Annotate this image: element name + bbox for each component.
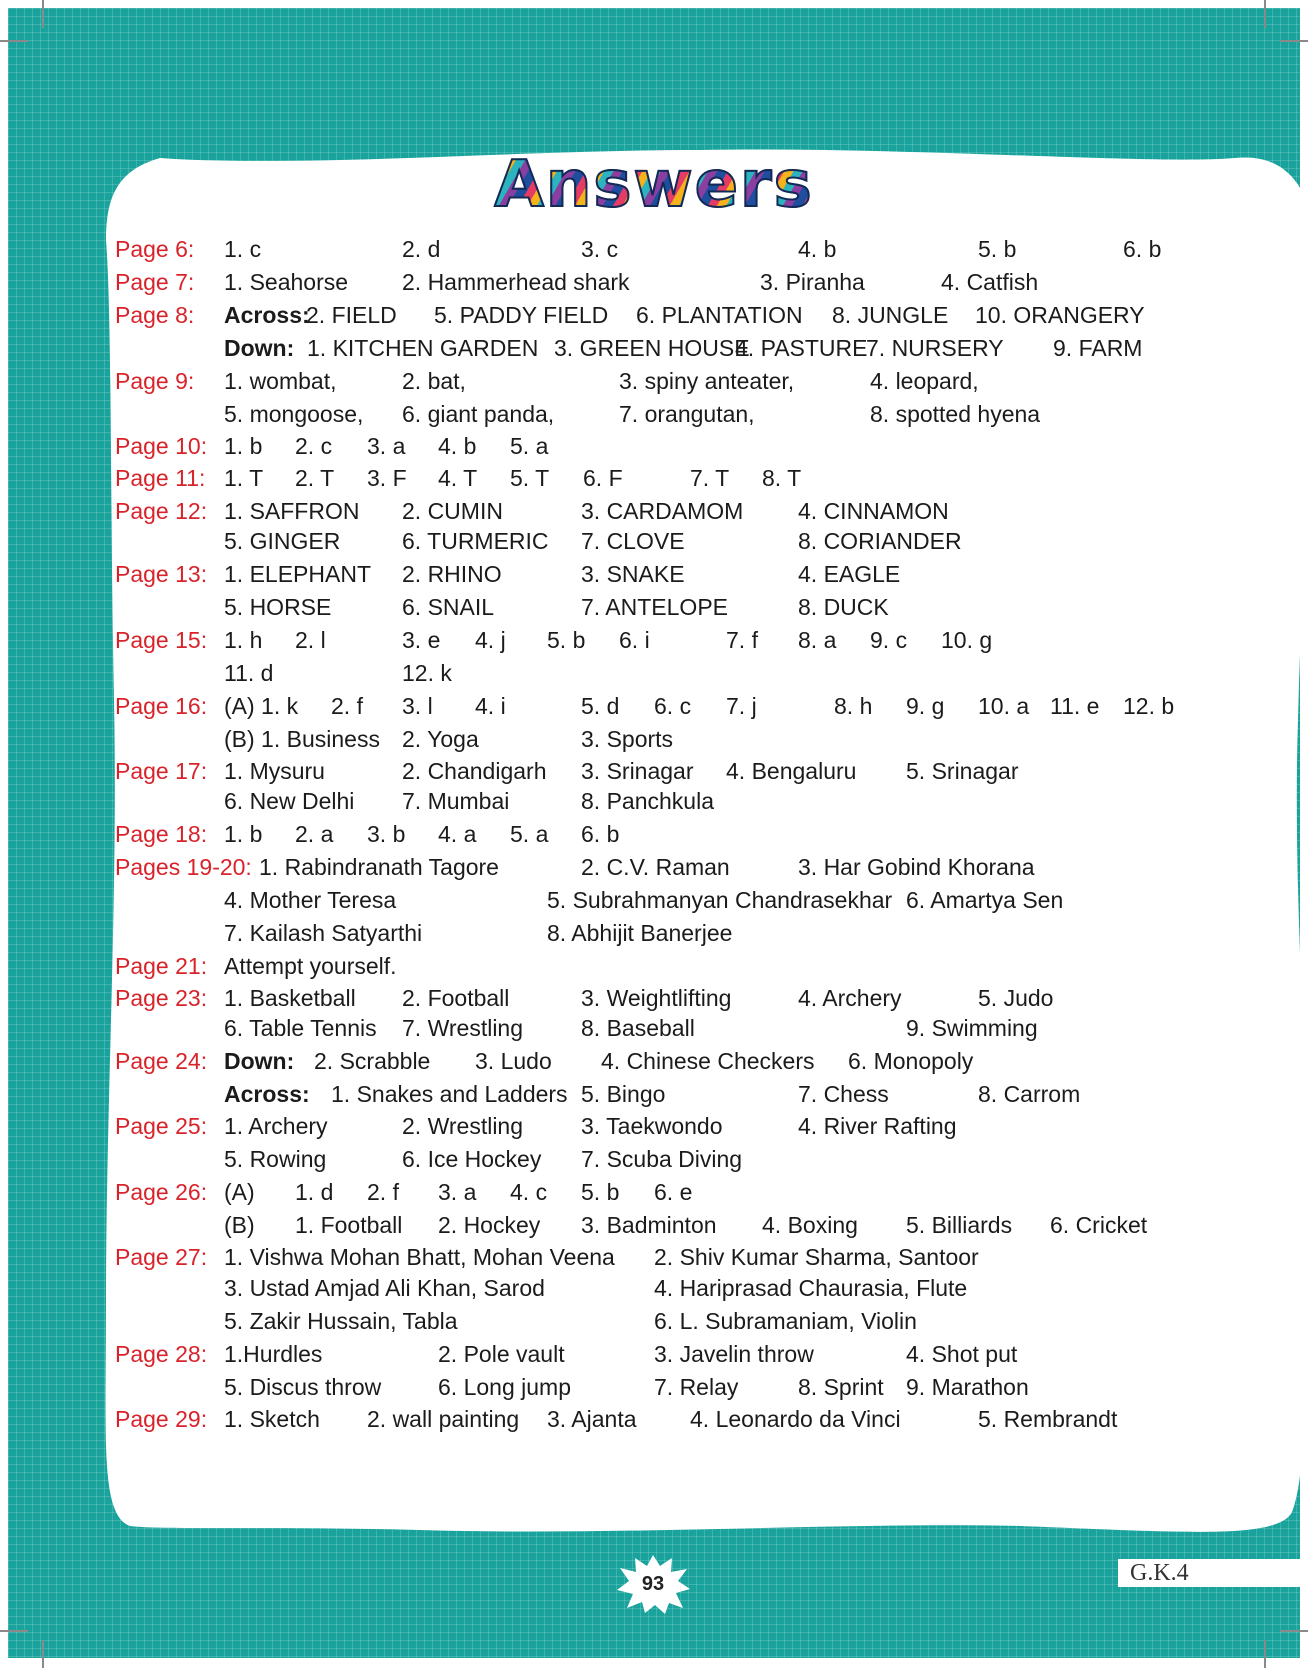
answer-item: 6. b — [1123, 236, 1162, 262]
answer-row — [0, 883, 1308, 917]
section-label: Across: — [224, 302, 310, 328]
page-label: Page 25: — [115, 1113, 208, 1139]
answer-item: 5. b — [978, 236, 1017, 262]
answer-item: 8. spotted hyena — [870, 401, 1041, 427]
answer-item: 3. spiny anteater, — [619, 368, 795, 394]
answer-item: 3. F — [367, 465, 407, 491]
answer-item: 4. CINNAMON — [798, 498, 949, 524]
answer-item: 2. l — [295, 627, 326, 653]
answer-item: 3. Badminton — [581, 1212, 717, 1238]
answer-row — [0, 429, 1308, 463]
answer-item: 2. Shiv Kumar Sharma, Santoor — [654, 1244, 979, 1270]
answer-item: 1. Seahorse — [224, 269, 349, 295]
answer-item: 2. a — [295, 821, 334, 847]
answer-item: 7. orangutan, — [619, 401, 755, 427]
answer-item: 4. Hariprasad Chaurasia, Flute — [654, 1275, 968, 1301]
answer-item: 6. giant panda, — [402, 401, 555, 427]
answer-item: 2. d — [402, 236, 441, 262]
answer-item: 1. d — [295, 1179, 334, 1205]
answer-row — [0, 1142, 1308, 1176]
answer-item: 10. g — [941, 627, 993, 653]
answer-item: 7. Scuba Diving — [581, 1146, 743, 1172]
section-label: Down: — [224, 335, 295, 361]
answer-item: 6. i — [619, 627, 650, 653]
answer-item: 1. KITCHEN GARDEN — [307, 335, 539, 361]
answer-item: 1. Archery — [224, 1113, 328, 1139]
answer-item: 2. RHINO — [402, 561, 502, 587]
answer-item: 3. Weightlifting — [581, 985, 732, 1011]
answer-item: 4. Leonardo da Vinci — [690, 1406, 901, 1432]
answer-row — [0, 623, 1308, 657]
answer-item: 5. Rembrandt — [978, 1406, 1118, 1432]
answer-row — [0, 1175, 1308, 1209]
answer-item: 3. Srinagar — [581, 758, 694, 784]
answer-item: 10. a — [978, 693, 1030, 719]
answer-item: 3. CARDAMOM — [581, 498, 744, 524]
answer-row — [0, 298, 1308, 332]
answer-item: 2. Hockey — [438, 1212, 541, 1238]
answer-item: 2. FIELD — [306, 302, 397, 328]
answer-row — [0, 524, 1308, 558]
answer-item: 8. T — [762, 465, 802, 491]
answer-item: 7. Chess — [798, 1081, 889, 1107]
answer-row — [0, 1044, 1308, 1078]
answer-item: 11. e — [1050, 693, 1100, 719]
book-code: G.K.4 — [1130, 1560, 1189, 1586]
answer-item: 5. Bingo — [581, 1081, 666, 1107]
answer-item: 7. Kailash Satyarthi — [224, 920, 423, 946]
answer-item: 2. f — [331, 693, 363, 719]
answer-item: 1. c — [224, 236, 262, 262]
page-label: Page 6: — [115, 236, 195, 262]
answer-item: 6. Long jump — [438, 1374, 571, 1400]
answer-item: 8. JUNGLE — [832, 302, 949, 328]
answer-item: 4. Shot put — [906, 1341, 1018, 1367]
answer-item: 3. GREEN HOUSE — [554, 335, 750, 361]
answer-item: 5. a — [510, 821, 549, 847]
answer-row — [0, 981, 1308, 1015]
page-label: Page 18: — [115, 821, 208, 847]
answer-row — [0, 494, 1308, 528]
answer-item: Attempt yourself. — [224, 953, 397, 979]
answer-item: 5. Billiards — [906, 1212, 1013, 1238]
page-label: Page 26: — [115, 1179, 208, 1205]
answer-item: 8. a — [798, 627, 837, 653]
answer-item: 2. c — [295, 433, 333, 459]
page-label: Page 17: — [115, 758, 208, 784]
answer-item: 8. Panchkula — [581, 788, 714, 814]
answer-item: 2. Pole vault — [438, 1341, 565, 1367]
answer-row — [0, 850, 1308, 884]
page-title: Answers — [494, 148, 814, 222]
answer-item: 9. FARM — [1053, 335, 1143, 361]
page-label: Page 24: — [115, 1048, 208, 1074]
answer-item: 1. Vishwa Mohan Bhatt, Mohan Veena — [224, 1244, 615, 1270]
answer-item: 6. Table Tennis — [224, 1015, 377, 1041]
answer-row — [0, 1402, 1308, 1436]
answer-item: 12. b — [1123, 693, 1175, 719]
answer-item: 3. a — [438, 1179, 477, 1205]
answer-item: 4. b — [438, 433, 477, 459]
page-label: Page 9: — [115, 368, 195, 394]
answer-item: 5. b — [581, 1179, 620, 1205]
answer-item: 4. j — [475, 627, 506, 653]
answer-row — [0, 461, 1308, 495]
answer-item: 5. T — [510, 465, 550, 491]
answer-item: 4. T — [438, 465, 478, 491]
answer-item: 7. Mumbai — [402, 788, 510, 814]
answer-item: 3. a — [367, 433, 406, 459]
answer-item: 5. HORSE — [224, 594, 332, 620]
answer-item: 9. g — [906, 693, 945, 719]
answer-item: 6. Amartya Sen — [906, 887, 1064, 913]
answer-item: 3. Ustad Amjad Ali Khan, Sarod — [224, 1275, 545, 1301]
answer-item: 1. SAFFRON — [224, 498, 360, 524]
answer-item: (B) 1. Business — [224, 726, 380, 752]
answer-item: 6. L. Subramaniam, Violin — [654, 1308, 917, 1334]
answer-item: 12. k — [402, 660, 452, 686]
answer-item: 5. Rowing — [224, 1146, 327, 1172]
answer-item: 7. j — [726, 693, 757, 719]
answer-item: 1. h — [224, 627, 263, 653]
answer-item: 7. ANTELOPE — [581, 594, 729, 620]
page-label: Pages 19-20: — [115, 854, 252, 880]
answer-item: 5. Discus throw — [224, 1374, 382, 1400]
answer-item: 6. F — [583, 465, 623, 491]
answer-row — [0, 1370, 1308, 1404]
answer-item: 7. CLOVE — [581, 528, 685, 554]
answer-row — [0, 1109, 1308, 1143]
answer-row — [0, 754, 1308, 788]
page-label: Page 11: — [115, 465, 206, 491]
answer-item: 1. Rabindranath Tagore — [259, 854, 499, 880]
answer-item: 4. Archery — [798, 985, 902, 1011]
answer-item: 3. Taekwondo — [581, 1113, 723, 1139]
answer-item: 5. d — [581, 693, 620, 719]
answer-item: 1. b — [224, 821, 263, 847]
answer-item: 4. Boxing — [762, 1212, 858, 1238]
answer-item: 11. d — [224, 660, 274, 686]
answer-item: 1. Mysuru — [224, 758, 325, 784]
answer-item: 6. TURMERIC — [402, 528, 549, 554]
page-label: Page 28: — [115, 1341, 208, 1367]
answer-item: 10. ORANGERY — [975, 302, 1145, 328]
answer-item: 5. PADDY FIELD — [434, 302, 609, 328]
answer-item: 1. Sketch — [224, 1406, 320, 1432]
answer-row — [0, 916, 1308, 950]
answer-row — [0, 817, 1308, 851]
page-label: Page 15: — [115, 627, 208, 653]
page-label: Page 16: — [115, 693, 208, 719]
answer-item: 3. Ludo — [475, 1048, 552, 1074]
answer-item: 3. c — [581, 236, 619, 262]
answer-item: 2. CUMIN — [402, 498, 503, 524]
page-label: Page 21: — [115, 953, 208, 979]
answer-item: 3. l — [402, 693, 433, 719]
answer-item: 1. Football — [295, 1212, 403, 1238]
answer-item: 2. Hammerhead shark — [402, 269, 630, 295]
page-label: Page 27: — [115, 1244, 208, 1270]
answer-row — [0, 265, 1308, 299]
answer-row — [0, 1011, 1308, 1045]
page-label: Page 29: — [115, 1406, 208, 1432]
answer-item: 6. Ice Hockey — [402, 1146, 542, 1172]
answer-item: 8. Sprint — [798, 1374, 884, 1400]
answer-item: 5. a — [510, 433, 549, 459]
answer-item: 9. Marathon — [906, 1374, 1029, 1400]
answer-item: 1. T — [224, 465, 264, 491]
answer-item: 4. i — [475, 693, 506, 719]
answer-item: 2. Football — [402, 985, 510, 1011]
answer-row — [0, 590, 1308, 624]
answer-item: (A) 1. k — [224, 693, 299, 719]
answer-item: 2. bat, — [402, 368, 466, 394]
answer-item: 4. c — [510, 1179, 548, 1205]
answer-item: 6. b — [581, 821, 620, 847]
answer-item: 6. PLANTATION — [636, 302, 803, 328]
answer-item: 3. Javelin throw — [654, 1341, 814, 1367]
answer-item: 2. T — [295, 465, 335, 491]
answer-item: 8. h — [834, 693, 873, 719]
answer-item: 2. Wrestling — [402, 1113, 524, 1139]
answer-row — [0, 364, 1308, 398]
answer-item: 6. c — [654, 693, 692, 719]
answer-item: 6. Monopoly — [848, 1048, 974, 1074]
answer-item: 2. f — [367, 1179, 399, 1205]
answer-item: 1. Snakes and Ladders — [331, 1081, 568, 1107]
section-label: Down: — [224, 1048, 295, 1074]
answer-item: 4. leopard, — [870, 368, 979, 394]
answer-item: 9. c — [870, 627, 908, 653]
page-label: Page 12: — [115, 498, 208, 524]
answer-row — [0, 1304, 1308, 1338]
answer-row — [0, 949, 1308, 983]
answer-item: 6. Cricket — [1050, 1212, 1148, 1238]
answer-item: 2. Yoga — [402, 726, 479, 752]
answer-item: 3. b — [367, 821, 406, 847]
answer-row — [0, 232, 1308, 266]
answer-item: 9. Swimming — [906, 1015, 1038, 1041]
answer-item: 7. f — [726, 627, 758, 653]
answer-row — [0, 1077, 1308, 1111]
answer-item: 2. wall painting — [367, 1406, 520, 1432]
answer-row — [0, 689, 1308, 723]
answer-item: 2. C.V. Raman — [581, 854, 730, 880]
answer-item: 8. Baseball — [581, 1015, 695, 1041]
page-label: Page 10: — [115, 433, 208, 459]
answer-item: 1.Hurdles — [224, 1341, 323, 1367]
answer-item: 4. PASTURE — [735, 335, 868, 361]
answer-item: 8. Carrom — [978, 1081, 1081, 1107]
answer-item: 3. Piranha — [760, 269, 865, 295]
answer-item: 3. Ajanta — [547, 1406, 637, 1432]
answer-item: 8. DUCK — [798, 594, 889, 620]
answer-row — [0, 784, 1308, 818]
answer-item: 4. Mother Teresa — [224, 887, 397, 913]
answer-item: 7. Wrestling — [402, 1015, 524, 1041]
answer-row — [0, 1271, 1308, 1305]
answer-item: 4. Chinese Checkers — [601, 1048, 815, 1074]
answer-item: 1. ELEPHANT — [224, 561, 371, 587]
answer-row — [0, 1337, 1308, 1371]
page-number: 93 — [641, 1573, 665, 1595]
answer-item: 5. Subrahmanyan Chandrasekhar — [547, 887, 893, 913]
answer-item: 1. wombat, — [224, 368, 337, 394]
answer-item: 5. GINGER — [224, 528, 341, 554]
answer-row — [0, 331, 1308, 365]
answer-item: 5. mongoose, — [224, 401, 364, 427]
answer-item: 6. e — [654, 1179, 693, 1205]
answer-item: 2. Chandigarh — [402, 758, 547, 784]
page-label: Page 8: — [115, 302, 195, 328]
answer-item: 4. a — [438, 821, 477, 847]
answer-item: 4. b — [798, 236, 837, 262]
answer-item: (B) — [224, 1212, 255, 1238]
answer-row — [0, 557, 1308, 591]
answer-item: 4. EAGLE — [798, 561, 901, 587]
page-label: Page 13: — [115, 561, 208, 587]
page-label: Page 23: — [115, 985, 208, 1011]
answer-item: 8. Abhijit Banerjee — [547, 920, 733, 946]
answer-item: 4. River Rafting — [798, 1113, 957, 1139]
answer-row — [0, 1240, 1308, 1274]
answer-item: 6. New Delhi — [224, 788, 355, 814]
page-label: Page 7: — [115, 269, 195, 295]
answer-item: 1. Basketball — [224, 985, 356, 1011]
answer-row — [0, 397, 1308, 431]
answer-item: 3. Har Gobind Khorana — [798, 854, 1035, 880]
answer-item: 7. T — [690, 465, 730, 491]
answer-item: 4. Bengaluru — [726, 758, 857, 784]
answer-item: 2. Scrabble — [314, 1048, 431, 1074]
answer-item: 3. e — [402, 627, 441, 653]
answer-item: 3. SNAKE — [581, 561, 685, 587]
answer-item: 5. Judo — [978, 985, 1054, 1011]
answer-item: 5. b — [547, 627, 586, 653]
answer-row — [0, 722, 1308, 756]
answer-item: 5. Srinagar — [906, 758, 1019, 784]
answer-item: 3. Sports — [581, 726, 674, 752]
answer-item: (A) — [224, 1179, 255, 1205]
answer-item: 8. CORIANDER — [798, 528, 962, 554]
answer-item: 7. NURSERY — [866, 335, 1004, 361]
answer-item: 7. Relay — [654, 1374, 739, 1400]
answer-item: 5. Zakir Hussain, Tabla — [224, 1308, 458, 1334]
answer-row — [0, 1208, 1308, 1242]
answer-item: 1. b — [224, 433, 263, 459]
answer-item: 4. Catfish — [941, 269, 1039, 295]
answer-row — [0, 656, 1308, 690]
section-label: Across: — [224, 1081, 310, 1107]
answer-item: 6. SNAIL — [402, 594, 495, 620]
